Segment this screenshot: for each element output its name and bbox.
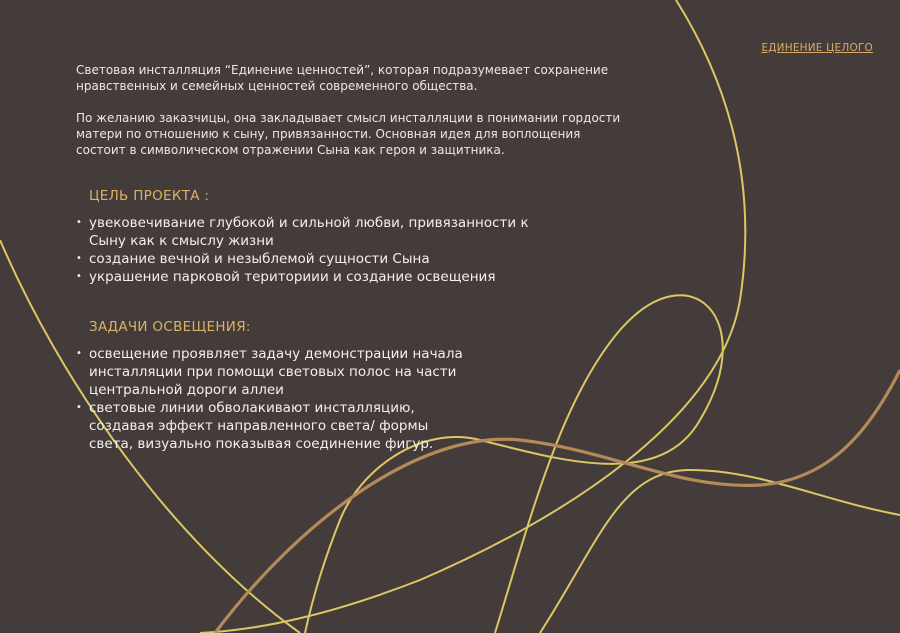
goals-heading: ЦЕЛЬ ПРОЕКТА : (89, 188, 210, 204)
intro-paragraph-2 (76, 110, 696, 158)
intro-paragraph-1 (76, 62, 696, 94)
gold-right-curve (540, 470, 900, 633)
bullet-icon: • (76, 217, 82, 228)
bullet-icon: • (76, 402, 82, 413)
task-item-1-line1: освещение проявляет задачу демонстрации начала (89, 346, 463, 362)
task-item-2-line1: световые линии обволакивают инсталляцию, (89, 400, 415, 416)
task-item (76, 345, 489, 399)
intro-p1-line2: нравственных и семейных ценностей современного общества. (76, 79, 478, 93)
bullet-icon: • (76, 271, 82, 282)
intro-p2-line1: По желанию заказчицы, она закладывает смысл инсталляции в понимании гордости (76, 111, 621, 125)
tasks-list (76, 345, 696, 453)
goal-item (76, 268, 696, 286)
task-item-2-line3: света, визуально показывая соединение фигур. (89, 436, 434, 452)
goal-item (76, 250, 696, 268)
intro-p1-line1: Световая инсталляция “Единение ценностей”, которая подразумевает сохранение (76, 63, 609, 77)
goal-item-3-line1: украшение парковой териториии и создание освещения (89, 269, 496, 285)
intro-p2-line3: состоит в символическом отражении Сына как героя и защитника. (76, 143, 505, 157)
goals-list (76, 214, 696, 286)
bullet-icon: • (76, 253, 82, 264)
intro-p2-line2: матери по отношению к сыну, привязанности. Основная идея для воплощения (76, 127, 581, 141)
header-link-unity[interactable]: ЕДИНЕНИЕ ЦЕЛОГО (761, 42, 873, 54)
tasks-heading: ЗАДАЧИ ОСВЕЩЕНИЯ: (89, 319, 251, 335)
goal-item (76, 214, 696, 250)
goal-item-2-line1: создание вечной и незыблемой сущности Сына (89, 251, 430, 267)
task-item (76, 399, 489, 453)
task-item-1-line2: инсталляции при помощи световых полос на части (89, 364, 457, 380)
main-content (76, 62, 696, 453)
task-item-1-line3: центральной дороги аллеи (89, 382, 284, 398)
goal-item-1-line2: Сыну как к смыслу жизни (89, 233, 274, 249)
goal-item-1-line1: увековечивание глубокой и сильной любви, привязанности к (89, 215, 529, 231)
task-item-2-line2: создавая эффект направленного света/ формы (89, 418, 429, 434)
bullet-icon: • (76, 348, 82, 359)
